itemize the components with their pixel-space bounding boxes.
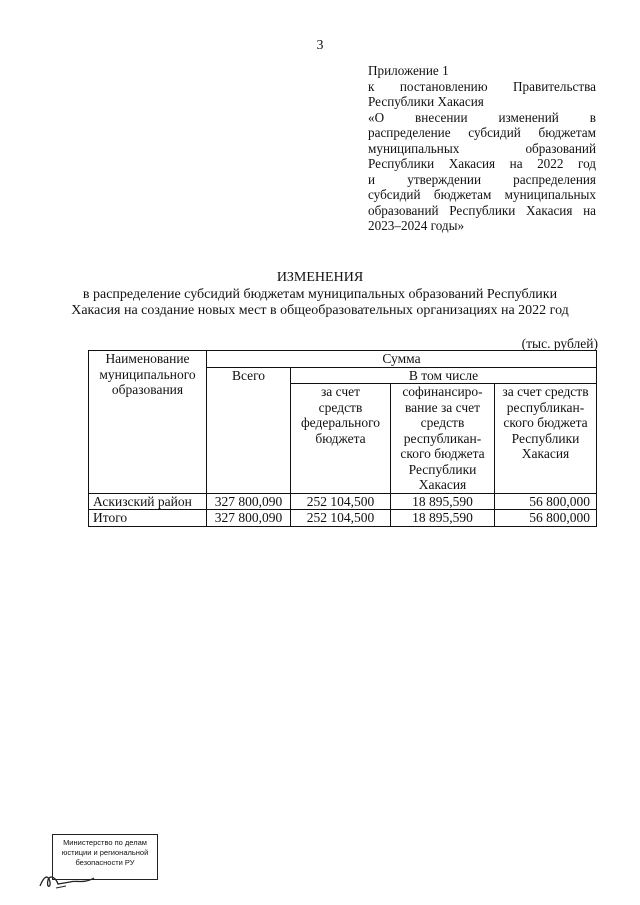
- appendix-line: субсидий бюджетам муниципальных: [368, 187, 596, 202]
- header-total: Всего: [207, 367, 291, 493]
- appendix-line: «О внесении изменений в: [368, 109, 596, 125]
- heading-line: в распределение субсидий бюджетам муниципальных образований Республики: [82, 286, 558, 302]
- appendix-line: Республики Хакасия на 2022 год: [368, 156, 596, 171]
- row-federal: 252 104,500: [291, 493, 391, 510]
- appendix-line: к постановлению Правительства: [368, 78, 596, 94]
- page-number: 3: [316, 38, 324, 53]
- table-row: [89, 510, 597, 527]
- heading-title: ИЗМЕНЕНИЯ: [276, 270, 364, 285]
- document-heading: [0, 270, 640, 320]
- header-including: В том числе: [291, 367, 597, 384]
- header-cofinancing: софинансиро- вание за счет средств республикан- ского бюджета Республики Хакасия: [391, 384, 495, 494]
- appendix-line: Республики Хакасия: [368, 94, 484, 109]
- row-cofinancing: 18 895,590: [391, 493, 495, 510]
- subsidy-table: [88, 350, 597, 527]
- row-republic: 56 800,000: [495, 493, 597, 510]
- row-cofinancing: 18 895,590: [391, 510, 495, 527]
- stamp-line: безопасности РУ: [75, 858, 135, 867]
- row-total: 327 800,090: [207, 510, 291, 527]
- appendix-line: и утверждении распределения: [368, 171, 596, 187]
- table-header-row: [89, 351, 597, 368]
- header-name: Наименование муниципального образования: [89, 351, 207, 494]
- header-federal: за счет средств федерального бюджета: [291, 384, 391, 494]
- appendix-block: [368, 63, 596, 234]
- row-republic: 56 800,000: [495, 510, 597, 527]
- appendix-line: образований Республики Хакасия на: [368, 202, 596, 218]
- stamp-line: юстиции и региональной: [61, 848, 149, 857]
- appendix-line: муниципальных образований: [368, 140, 596, 156]
- stamp-line: Министерство по делам: [63, 838, 147, 847]
- header-sum: Сумма: [207, 351, 597, 368]
- appendix-line: распределение субсидий бюджетам: [368, 125, 596, 140]
- row-federal: 252 104,500: [291, 510, 391, 527]
- table-row: [89, 493, 597, 510]
- units-label: (тыс. рублей): [521, 336, 598, 351]
- signature-mark: [36, 866, 106, 892]
- heading-line: Хакасия на создание новых мест в общеобразовательных организациях на 2022 год: [71, 303, 569, 318]
- header-republic: за счет средств республикан- ского бюджета Республики Хакасия: [495, 384, 597, 494]
- row-name: Итого: [89, 510, 207, 527]
- appendix-line: 2023–2024 годы»: [368, 218, 465, 233]
- row-total: 327 800,090: [207, 493, 291, 510]
- appendix-line: Приложение 1: [368, 63, 449, 78]
- row-name: Аскизский район: [89, 493, 207, 510]
